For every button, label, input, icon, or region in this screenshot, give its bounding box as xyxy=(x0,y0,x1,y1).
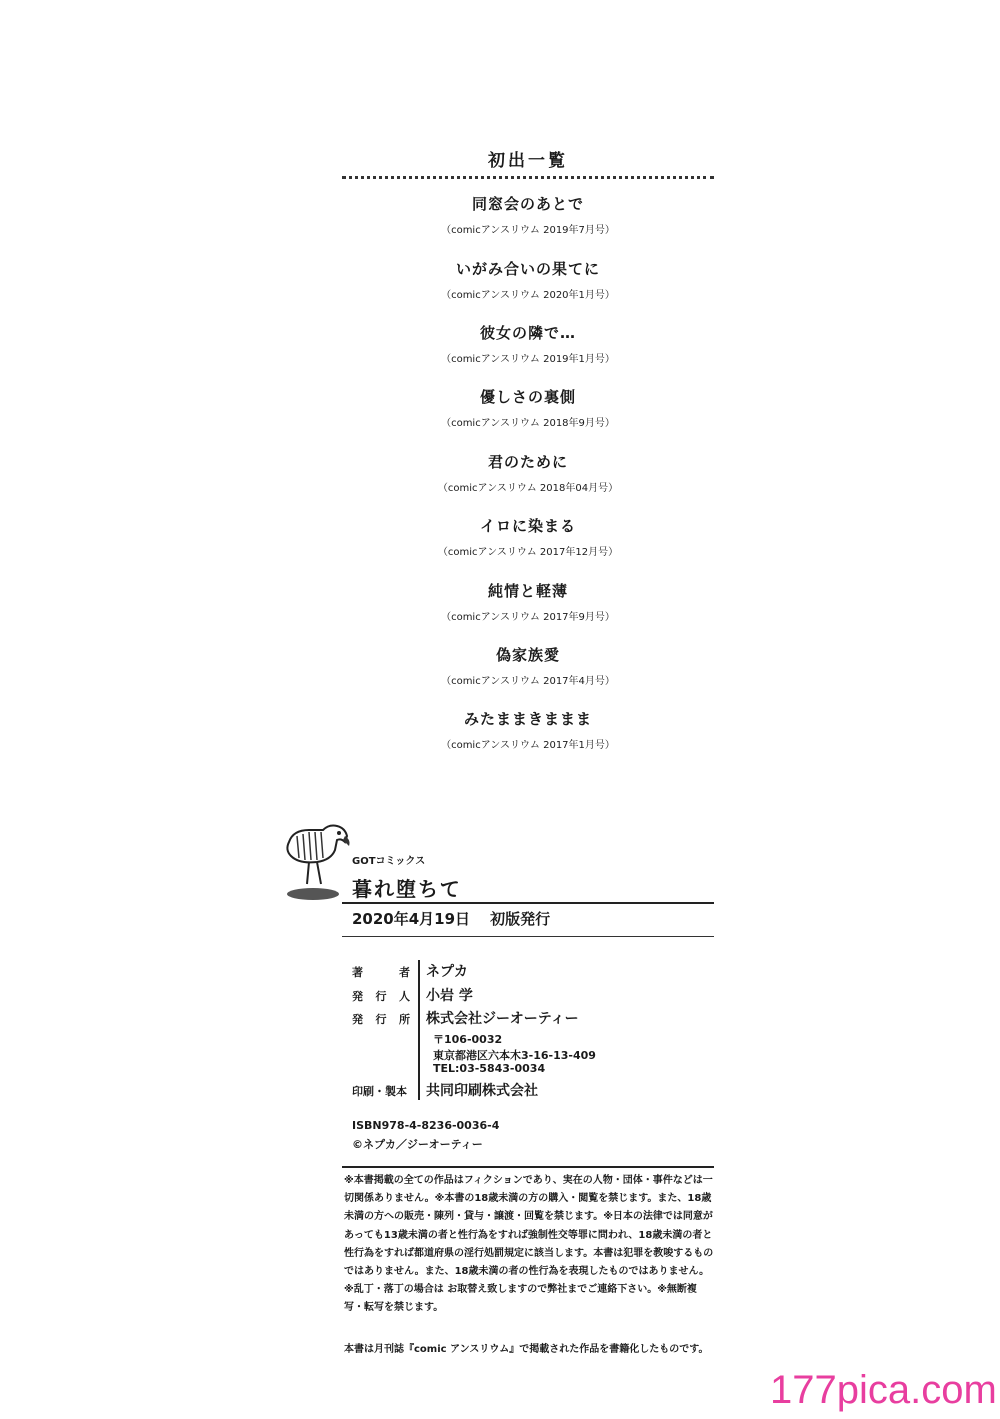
list-item xyxy=(342,193,714,236)
divider xyxy=(342,936,714,937)
address: 東京都港区六本木3-16-13-409 xyxy=(433,1049,596,1062)
list-title: 初出一覧 xyxy=(488,151,568,171)
entry-title: みたままきままま xyxy=(463,710,592,728)
list-item xyxy=(342,708,714,751)
list-item xyxy=(342,258,714,301)
list-item xyxy=(342,322,714,365)
publish-date: 2020年4月19日 xyxy=(352,910,471,928)
office-label: 発行所 xyxy=(352,1013,410,1026)
publish-date-line xyxy=(352,908,550,929)
bird-logo-icon xyxy=(283,818,359,904)
entry-source: （comicアンスリウム 2019年7月号） xyxy=(441,225,615,236)
entry-source: （comicアンスリウム 2018年04月号） xyxy=(437,483,619,494)
imprint-label: GOTコミックス xyxy=(352,856,426,867)
footer-note: 本書は月刊誌『comic アンスリウム』で掲載された作品を書籍化したものです。 xyxy=(344,1344,709,1355)
publisher-label: 発行人 xyxy=(352,990,410,1003)
entry-title: 優しさの裏側 xyxy=(479,388,576,406)
list-item xyxy=(342,644,714,687)
credits-divider xyxy=(418,960,420,1100)
copyright: ©ネプカ／ジーオーティー xyxy=(352,1138,483,1151)
entry-title: 彼女の隣で… xyxy=(479,324,576,342)
telephone: TEL:03-5843-0034 xyxy=(433,1062,546,1075)
book-title: 暮れ堕ちて xyxy=(352,877,462,901)
entry-source: （comicアンスリウム 2017年1月号） xyxy=(441,740,615,751)
dotted-divider xyxy=(342,176,714,179)
edition: 初版発行 xyxy=(490,910,551,928)
legal-notice: ※本書掲載の全ての作品はフィクションであり、実在の人物・団体・事件などは一切関係ありません。※本書の18歳未満の方の購入・閲覧を禁じます。また、18歳未満の方への販売・陳列・貸与・譲渡・回覧を禁じます。※日本の法律では同意があっても13歳未満の者と性行為をすれば強制性交等罪に問われ、18歳未満の者と性行為をすれば都道府県の淫行処罰規定に該当します。本書は犯罪を教唆するものではありません。また、18歳未満の者の性行為を表現したものではありません。※乱丁・落丁の場合は お取替え致しますので弊社までご連絡下さい。※無断複写・転写を禁じます。 xyxy=(344,1175,714,1314)
entry-title: 同窓会のあとで xyxy=(471,195,584,213)
list-item xyxy=(342,515,714,558)
list-item xyxy=(342,386,714,429)
entry-source: （comicアンスリウム 2020年1月号） xyxy=(441,290,615,301)
author: ネプカ xyxy=(426,964,468,980)
list-item xyxy=(342,451,714,494)
publisher: 小岩 学 xyxy=(426,988,473,1004)
isbn: ISBN978-4-8236-0036-4 xyxy=(352,1119,500,1132)
entry-title: 君のために xyxy=(487,453,568,471)
entry-title: いがみ合いの果てに xyxy=(455,260,600,278)
entry-source: （comicアンスリウム 2019年1月号） xyxy=(441,354,615,365)
entry-source: （comicアンスリウム 2018年9月号） xyxy=(441,418,615,429)
watermark: 177pica.com xyxy=(770,1368,997,1412)
entry-title: イロに染まる xyxy=(479,517,576,535)
entry-source: （comicアンスリウム 2017年12月号） xyxy=(437,547,619,558)
entry-source: （comicアンスリウム 2017年9月号） xyxy=(441,612,615,623)
author-label: 著 者 xyxy=(352,966,410,979)
entry-title: 純情と軽薄 xyxy=(487,582,568,600)
printer: 共同印刷株式会社 xyxy=(426,1083,538,1099)
divider xyxy=(342,902,714,904)
office: 株式会社ジーオーティー xyxy=(426,1011,579,1027)
entry-title: 偽家族愛 xyxy=(495,646,560,664)
postal-code: 〒106-0032 xyxy=(433,1033,503,1046)
printer-label: 印刷・製本 xyxy=(352,1085,407,1098)
divider xyxy=(342,1166,714,1168)
list-item xyxy=(342,580,714,623)
entry-source: （comicアンスリウム 2017年4月号） xyxy=(441,676,615,687)
